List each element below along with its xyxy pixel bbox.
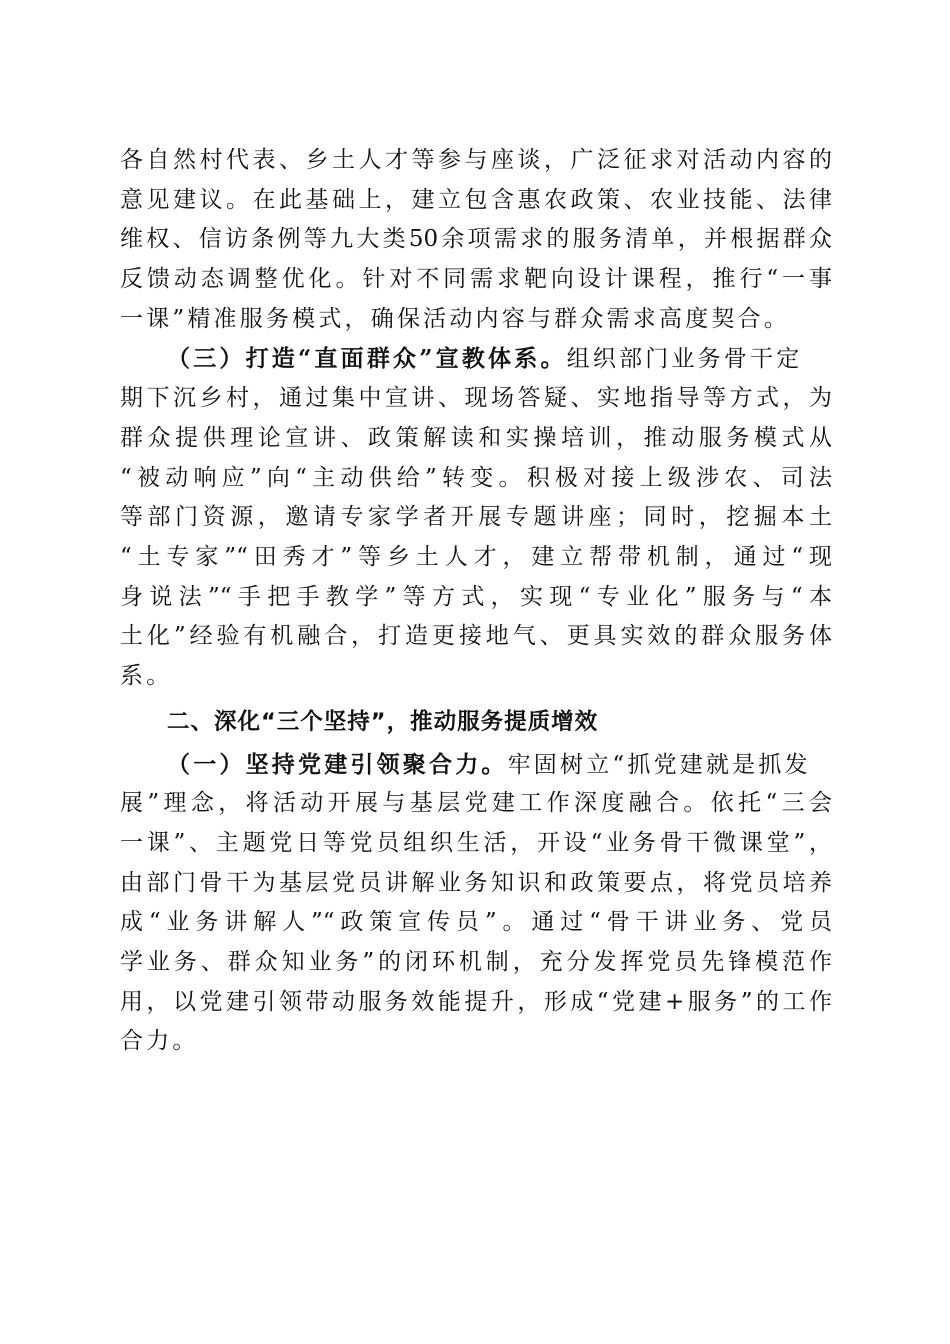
- text-line: [120, 339, 832, 379]
- text-line: 一课”、主题党日等党员组织生活，开设“业务骨干微课堂”，: [120, 830, 832, 856]
- text-line: “被动响应”向“主动供给”转变。积极对接上级涉农、司法: [120, 464, 832, 491]
- paragraph-lead-rest: 组织部门业务骨干定: [566, 346, 803, 373]
- text-line: 合力。: [120, 1028, 199, 1055]
- paragraph-lead: （三）打造“直面群众”宣教体系。: [167, 345, 567, 373]
- text-line: 土化”经验有机融合，打造更接地气、更具实效的群众服务体: [120, 623, 832, 650]
- paragraph-lead-rest: 牢固树立“抓党建就是抓发: [507, 751, 811, 778]
- text-line: 用，以党建引领带动服务效能提升，形成“党建+服务”的工作: [120, 988, 832, 1015]
- text-line: 等部门资源，邀请专家学者开展专题讲座；同时，挖掘本土: [120, 504, 832, 531]
- text-line: “土专家”“田秀才”等乡土人才，建立帮带机制，通过“现: [120, 543, 832, 570]
- text-line: 期下沉乡村，通过集中宣讲、现场答疑、实地指导等方式，为: [120, 385, 832, 412]
- text-line: 系。: [120, 662, 173, 689]
- text-line: 维权、信访条例等九大类50余项需求的服务清单，并根据群众: [120, 226, 832, 253]
- paragraph-education-system: [120, 339, 832, 696]
- text-line: 成“业务讲解人”“政策宣传员”。通过“骨干讲业务、党员: [120, 909, 832, 936]
- text-line: [120, 745, 832, 785]
- text-line: 意见建议。在此基础上，建立包含惠农政策、农业技能、法律: [120, 186, 832, 213]
- paragraph-party-building: [120, 745, 832, 1063]
- text-line: 展”理念，将活动开展与基层党建工作深度融合。依托“三会: [120, 790, 832, 817]
- text-line: 一课”精准服务模式，确保活动内容与群众需求高度契合。: [120, 305, 790, 332]
- text-line: 反馈动态调整优化。针对不同需求靶向设计课程，推行“一事: [120, 266, 832, 293]
- paragraph-service-list: [120, 141, 832, 339]
- document-body: [120, 141, 832, 1062]
- section-heading: 二、深化“三个坚持”，推动服务提质增效: [167, 708, 599, 735]
- paragraph-lead: （一）坚持党建引领聚合力。: [167, 750, 508, 778]
- text-line: 各自然村代表、乡土人才等参与座谈，广泛征求对活动内容的: [120, 147, 832, 173]
- text-line: 群众提供理论宣讲、政策解读和实操培训，推动服务模式从: [120, 424, 832, 451]
- text-line: 学业务、群众知业务”的闭环机制，充分发挥党员先锋模范作: [120, 949, 832, 976]
- text-line: 由部门骨干为基层党员讲解业务知识和政策要点，将党员培养: [120, 869, 832, 896]
- text-line: 身说法”“手把手教学”等方式，实现“专业化”服务与“本: [120, 583, 832, 610]
